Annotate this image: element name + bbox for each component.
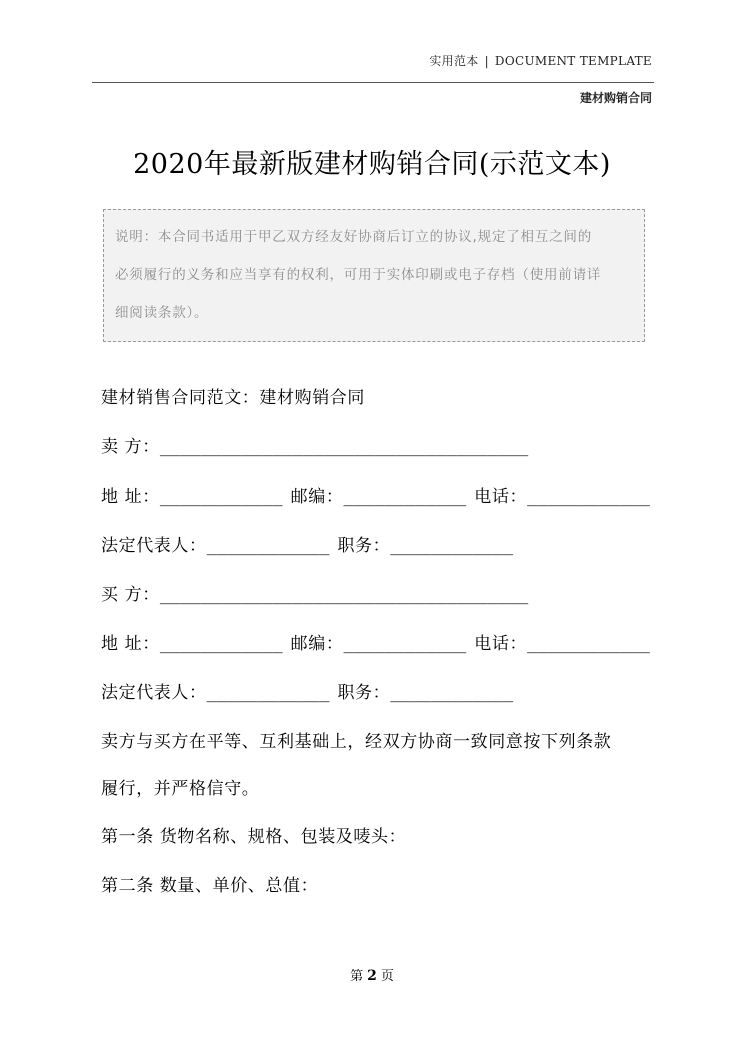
footer-prefix: 第 [350,969,364,984]
article-1: 第一条 货物名称、规格、包装及唛头： [101,827,407,847]
buyer-line [101,580,528,605]
seller-phone-label: 电话： [474,487,528,507]
agreement-line-2: 履行，并严格信守。 [101,779,260,799]
contract-heading: 建材销售合同范文：建材购销合同 [101,388,365,408]
buyer-contact-line [101,629,650,654]
seller-postcode-label: 邮编： [290,487,344,507]
page-title: 2020年最新版建材购销合同(示范文本) [133,149,611,180]
header-right-label: DOCUMENT TEMPLATE [494,54,652,68]
seller-line [101,432,528,457]
seller-address-label: 地 址： [101,487,160,507]
buyer-phone-blank: ____________ [527,634,650,654]
header-left-label: 实用范本 [429,54,479,68]
article-2: 第二条 数量、单价、总值： [101,876,319,896]
document-header [429,52,652,69]
buyer-phone-label: 电话： [474,634,528,654]
buyer-rep-blank: ____________ [206,683,330,703]
buyer-blank: ____________________________________ [159,585,529,605]
note-line-1: 说明：本合同书适用于甲乙双方经友好协商后订立的协议,规定了相互之间的 [115,229,592,245]
seller-rep-blank: ____________ [206,536,330,556]
buyer-title-label: 职务： [337,683,391,703]
note-line-3: 细阅读条款）。 [115,305,209,321]
page-footer [0,965,744,984]
seller-title-label: 职务： [337,536,391,556]
header-separator: | [484,54,489,68]
buyer-address-label: 地 址： [101,634,160,654]
buyer-rep-line [101,678,513,703]
seller-address-blank: ____________ [159,487,283,507]
seller-phone-blank: ____________ [527,487,650,507]
seller-rep-line [101,531,513,556]
buyer-label: 买 方： [101,585,160,605]
header-subtitle: 建材购销合同 [579,91,652,105]
seller-rep-label: 法定代表人： [101,536,207,556]
header-divider [92,82,654,83]
seller-postcode-blank: ____________ [343,487,467,507]
note-line-2: 必须履行的义务和应当享有的权利，可用于实体印刷或电子存档（使用前请详 [115,267,602,283]
buyer-postcode-label: 邮编： [290,634,344,654]
page-number: 2 [367,968,377,984]
buyer-rep-label: 法定代表人： [101,683,207,703]
seller-blank: ____________________________________ [159,437,529,457]
agreement-line-1: 卖方与买方在平等、互利基础上，经双方协商一致同意按下列条款 [101,732,612,752]
seller-label: 卖 方： [101,437,160,457]
note-box [103,209,645,342]
footer-suffix: 页 [380,969,394,984]
seller-contact-line [101,482,650,507]
seller-title-blank: ____________ [390,536,514,556]
buyer-postcode-blank: ____________ [343,634,467,654]
buyer-title-blank: ____________ [390,683,514,703]
buyer-address-blank: ____________ [159,634,283,654]
